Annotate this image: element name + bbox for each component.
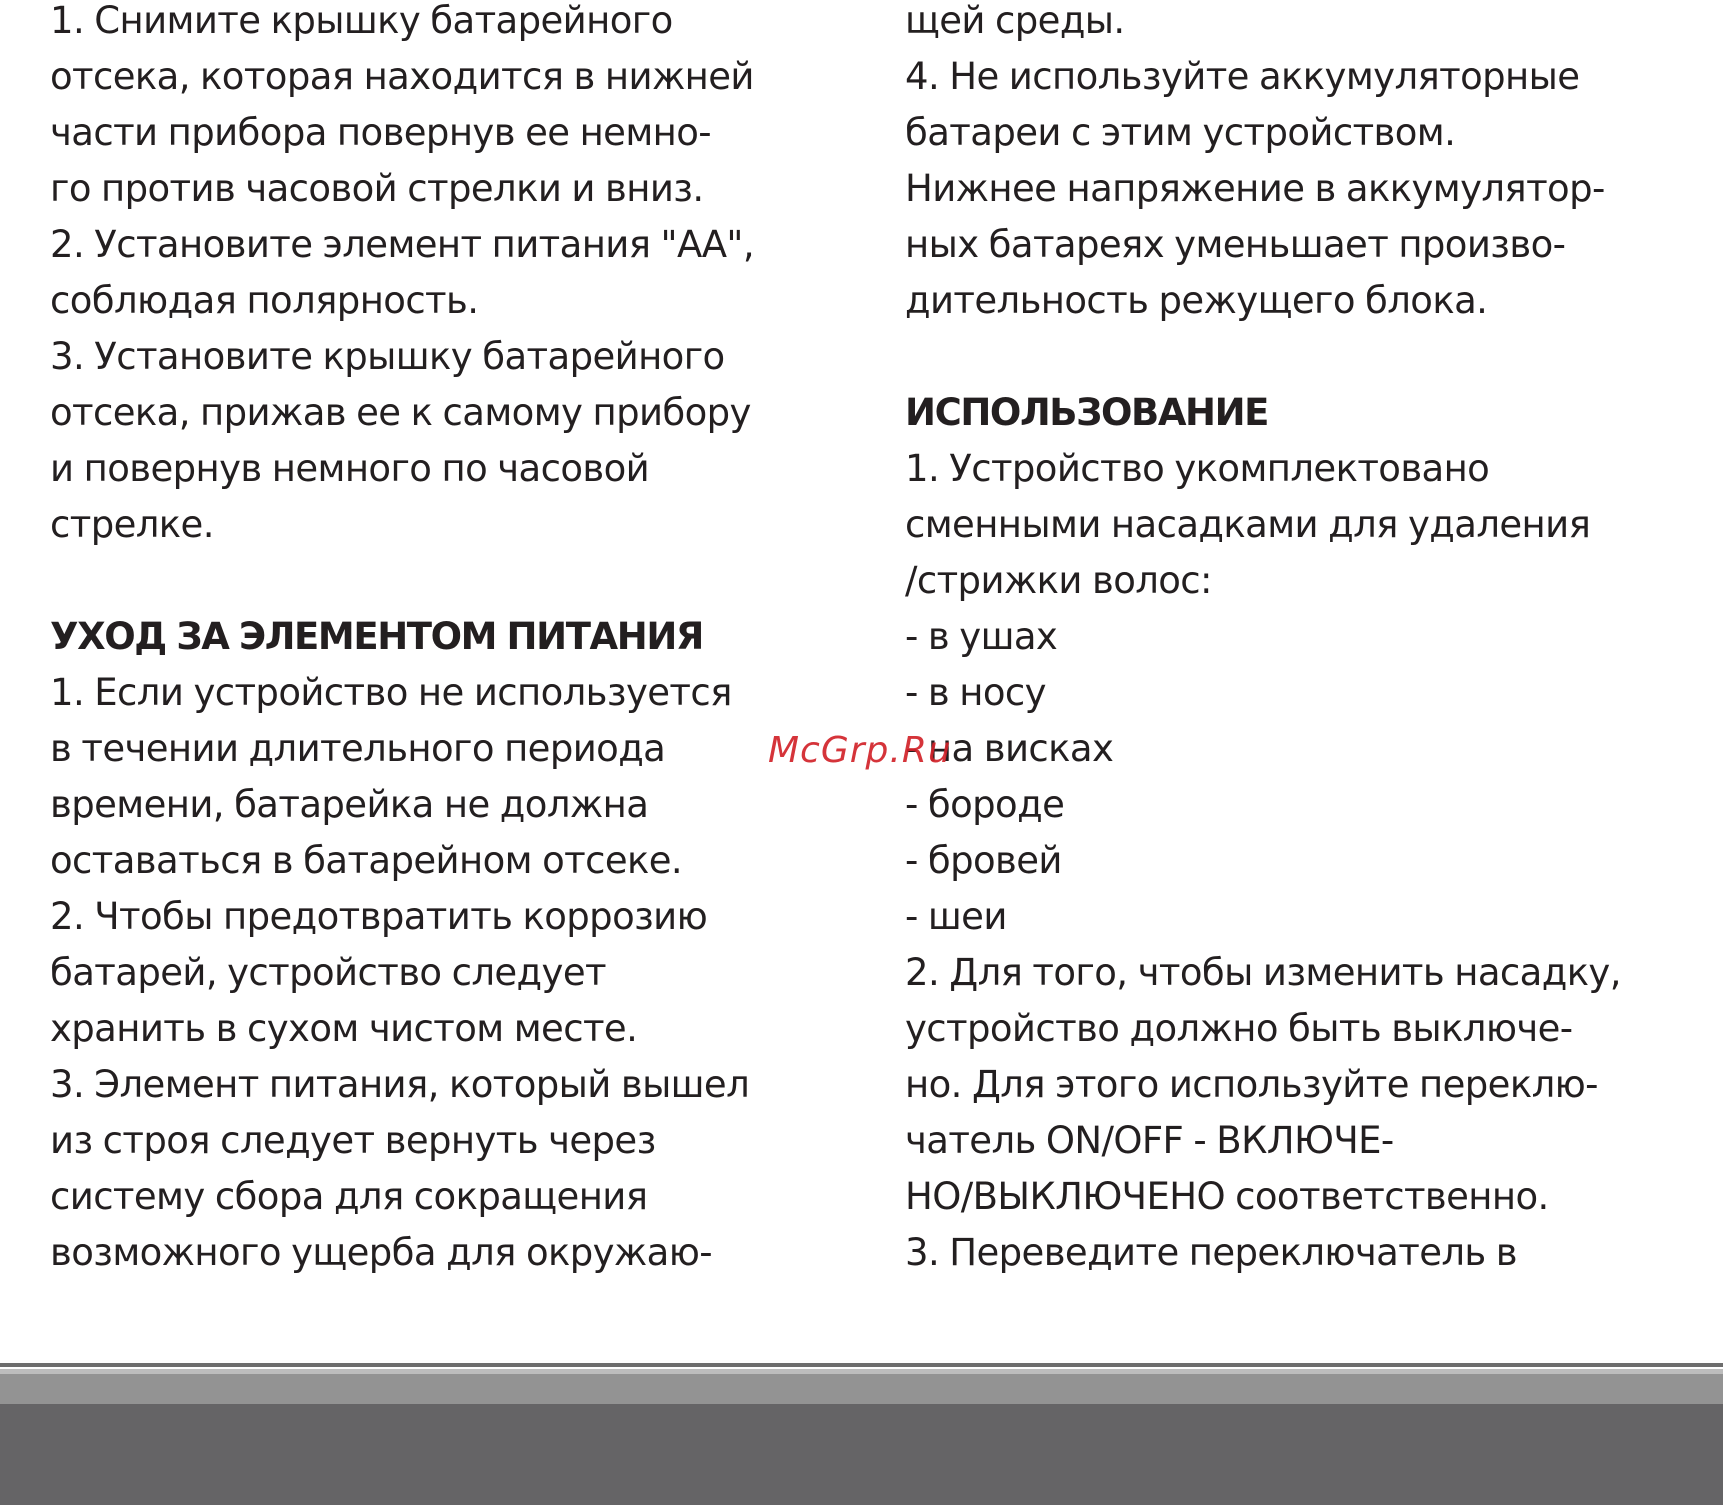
watermark: McGrp.Ru <box>768 730 952 771</box>
text-line: дительность режущего блока. <box>905 279 1488 322</box>
section-heading-usage: ИСПОЛЬЗОВАНИЕ <box>905 391 1269 434</box>
list-item: - в ушах <box>905 615 1058 658</box>
text-line: 2. Установите элемент питания "АА", <box>50 223 754 266</box>
text-line: 3. Установите крышку батарейного <box>50 335 725 378</box>
text-line: возможного ущерба для окружаю- <box>50 1231 713 1274</box>
footer-rule <box>0 1363 1723 1367</box>
text-line: оставаться в батарейном отсеке. <box>50 839 683 882</box>
paragraph-gap <box>905 329 1695 385</box>
text-line: 1. Снимите крышку батарейного <box>50 0 673 42</box>
text-line: сменными насадками для удаления <box>905 503 1591 546</box>
text-line: хранить в сухом чистом месте. <box>50 1007 638 1050</box>
list-item: - на висках <box>905 727 1114 770</box>
left-column <box>50 0 840 1281</box>
text-line: Нижнее напряжение в аккумулятор- <box>905 167 1605 210</box>
text-line: соблюдая полярность. <box>50 279 479 322</box>
paragraph-gap <box>50 553 840 609</box>
list-item: - бровей <box>905 839 1062 882</box>
text-line: но. Для этого используйте переклю- <box>905 1063 1598 1106</box>
text-line: устройство должно быть выключе- <box>905 1007 1573 1050</box>
text-line: отсека, которая находится в нижней <box>50 55 754 98</box>
text-line: ных батареях уменьшает произво- <box>905 223 1566 266</box>
text-line: и повернув немного по часовой <box>50 447 650 490</box>
text-line: 2. Для того, чтобы изменить насадку, <box>905 951 1621 994</box>
footer-band-light <box>0 1374 1723 1404</box>
text-line: батарей, устройство следует <box>50 951 606 994</box>
text-line: 2. Чтобы предотвратить коррозию <box>50 895 708 938</box>
text-line: 1. Устройство укомплектовано <box>905 447 1490 490</box>
text-line: отсека, прижав ее к самому прибору <box>50 391 751 434</box>
text-line: стрелке. <box>50 503 214 546</box>
list-item: - бороде <box>905 783 1065 826</box>
text-line: части прибора повернув ее немно- <box>50 111 712 154</box>
text-line: 3. Элемент питания, который вышел <box>50 1063 750 1106</box>
text-line: НО/ВЫКЛЮЧЕНО соответственно. <box>905 1175 1549 1218</box>
section-heading-battery-care: УХОД ЗА ЭЛЕМЕНТОМ ПИТАНИЯ <box>50 615 703 658</box>
text-line: щей среды. <box>905 0 1125 42</box>
text-line: систему сбора для сокращения <box>50 1175 648 1218</box>
text-line: 4. Не используйте аккумуляторные <box>905 55 1580 98</box>
text-line: /стрижки волос: <box>905 559 1212 602</box>
text-line: в течении длительного периода <box>50 727 666 770</box>
list-item: - шеи <box>905 895 1007 938</box>
text-line: чатель ON/OFF - ВКЛЮЧЕ- <box>905 1119 1394 1162</box>
text-line: 1. Если устройство не используется <box>50 671 732 714</box>
text-line: 3. Переведите переключатель в <box>905 1231 1517 1274</box>
footer-band-dark <box>0 1404 1723 1505</box>
text-line: го против часовой стрелки и вниз. <box>50 167 704 210</box>
right-column <box>905 0 1695 1281</box>
list-item: - в носу <box>905 671 1046 714</box>
text-line: батареи с этим устройством. <box>905 111 1456 154</box>
text-line: из строя следует вернуть через <box>50 1119 656 1162</box>
text-line: времени, батарейка не должна <box>50 783 649 826</box>
